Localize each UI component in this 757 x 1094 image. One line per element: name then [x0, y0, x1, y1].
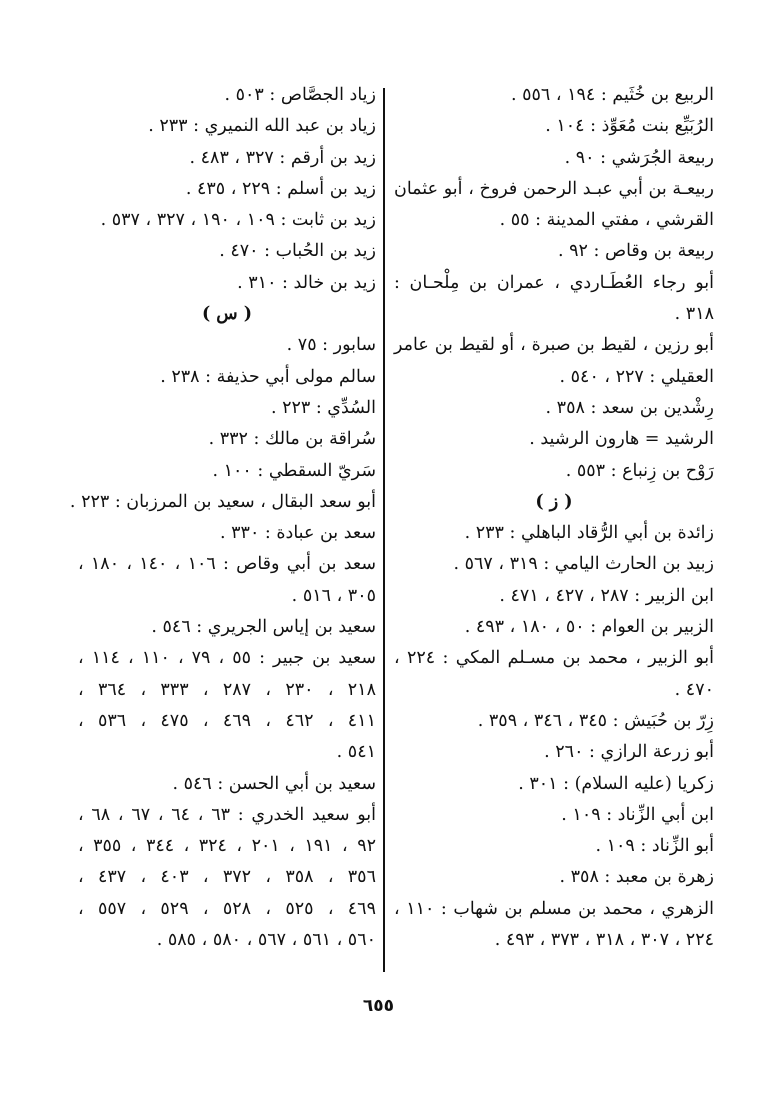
index-entry-line: ٤٦٩ ، ٥٢٥ ، ٥٢٨ ، ٥٢٩ ، ٥٥٧ ،	[78, 898, 376, 919]
index-entry-line: القرشي ، مفتي المدينة : ٥٥ .	[499, 210, 714, 231]
index-entry-line: زيد بن خالد : ٣١٠ .	[237, 272, 376, 293]
section-letter-heading: ( ز )	[535, 491, 573, 512]
index-entry-line: الرشيد = هارون الرشيد .	[529, 429, 714, 450]
index-entry-line: الزبير بن العوام : ٥٠ ، ١٨٠ ، ٤٩٣ .	[464, 617, 714, 638]
index-entry-line: سُراقة بن مالك : ٣٣٢ .	[208, 429, 376, 450]
section-letter-heading: ( س )	[201, 304, 253, 325]
index-entry-line: رَوْح بن زِنباع : ٥٥٣ .	[565, 460, 714, 481]
index-entry-line: الرُبَيِّع بنت مُعَوِّذ : ١٠٤ .	[545, 116, 714, 137]
index-entry-line: ٤٧٠ .	[674, 679, 714, 700]
index-entry-line: ربيعة بن وقاص : ٩٢ .	[557, 241, 714, 262]
index-entry-line: سعيد بن أبي الحسن : ٥٤٦ .	[172, 773, 376, 794]
index-entry-line: زكريا (عليه السلام) : ٣٠١ .	[518, 773, 714, 794]
index-entry-line: رِشْدين بن سعد : ٣٥٨ .	[545, 397, 714, 418]
index-entry-line: ٩٢ ، ١٩١ ، ٢٠١ ، ٣٢٤ ، ٣٤٤ ، ٣٥٥ ،	[78, 836, 376, 857]
index-entry-line: زيد بن أسلم : ٢٢٩ ، ٤٣٥ .	[185, 178, 376, 199]
index-entry-line: سعد بن عبادة : ٣٣٠ .	[220, 523, 376, 544]
index-entry-line: سَريّ السقطي : ١٠٠ .	[212, 460, 376, 481]
index-entry-line: أبو الزِّناد : ١٠٩ .	[595, 836, 714, 857]
index-entry-line: سالم مولى أبي حذيفة : ٢٣٨ .	[160, 366, 376, 387]
index-entry-line: أبو سعيد الخدري : ٦٣ ، ٦٤ ، ٦٧ ، ٦٨ ،	[78, 804, 377, 825]
index-entry-line: ٣٠٥ ، ٥١٦ .	[291, 585, 376, 606]
index-entry-line: أبو زرعة الرازي : ٢٦٠ .	[544, 742, 714, 763]
index-entry-line: زبيد بن الحارث اليامي : ٣١٩ ، ٥٦٧ .	[453, 554, 714, 575]
index-entry-line: أبو سعد البقال ، سعيد بن المرزبان : ٢٢٣ .	[69, 491, 376, 512]
index-entry-line: ٣١٨ .	[674, 304, 714, 325]
index-entry-line: زيد بن ثابت : ١٠٩ ، ١٩٠ ، ٣٢٧ ، ٥٣٧ .	[100, 210, 376, 231]
index-entry-line: زيد بن الحُباب : ٤٧٠ .	[219, 241, 376, 262]
index-entry-line: سعد بن أبي وقاص : ١٠٦ ، ١٤٠ ، ١٨٠ ،	[78, 554, 376, 575]
right-column	[394, 80, 714, 956]
index-entry-line: زياد الجصَّاص : ٥٠٣ .	[224, 85, 376, 105]
index-entry-line: زهرة بن معبد : ٣٥٨ .	[559, 867, 714, 888]
index-entry-line: زياد بن عبد الله النميري : ٢٣٣ .	[148, 116, 376, 137]
left-column	[69, 80, 377, 956]
index-entry-line: سعيد بن جبير : ٥٥ ، ٧٩ ، ١١٠ ، ١١٤ ،	[78, 648, 376, 669]
index-entry-line: ابن الزبير : ٢٨٧ ، ٤٢٧ ، ٤٧١ .	[499, 585, 714, 606]
column-divider	[383, 88, 385, 972]
index-entry-line: سعيد بن إياس الجريري : ٥٤٦ .	[151, 617, 376, 638]
index-entry-line: ٢٢٤ ، ٣٠٧ ، ٣١٨ ، ٣٧٣ ، ٤٩٣ .	[494, 930, 714, 951]
index-entry-line: الزهري ، محمد بن مسلم بن شهاب : ١١٠ ،	[394, 898, 714, 919]
index-entry-line: ٢١٨ ، ٢٣٠ ، ٢٨٧ ، ٣٣٣ ، ٣٦٤ ،	[78, 679, 376, 700]
index-entry-line: ٤١١ ، ٤٦٢ ، ٤٦٩ ، ٤٧٥ ، ٥٣٦ ،	[78, 710, 376, 731]
index-entry-line: ٣٥٦ ، ٣٥٨ ، ٣٧٢ ، ٤٠٣ ، ٤٣٧ ،	[78, 867, 376, 888]
index-entry-line: سابور : ٧٥ .	[286, 335, 376, 356]
index-entry-line: ٥٦٠ ، ٥٦١ ، ٥٦٧ ، ٥٨٠ ، ٥٨٥ .	[156, 930, 376, 951]
index-entry-line: أبو رزين ، لقيط بن صبرة ، أو لقيط بن عامر	[394, 335, 714, 356]
index-entry-line: زِرّ بن حُبَيش : ٣٤٥ ، ٣٤٦ ، ٣٥٩ .	[477, 710, 714, 731]
index-entry-line: ابن أبي الزِّناد : ١٠٩ .	[561, 804, 714, 825]
index-entry-line: أبو الزبير ، محمد بن مسـلم المكي : ٢٢٤ ،	[394, 648, 714, 669]
index-entry-line: زيد بن أرقم : ٣٢٧ ، ٤٨٣ .	[189, 147, 376, 168]
index-entry-line: أبو رجاء العُطَـاردي ، عمران بن مِلْحـان :	[394, 272, 714, 293]
index-entry-line: ربيعة الجُرَشي : ٩٠ .	[564, 147, 714, 168]
index-entry-line: السُدِّي : ٢٢٣ .	[270, 397, 376, 418]
index-entry-line: زائدة بن أبي الرُّقاد الباهلي : ٢٣٣ .	[464, 523, 714, 544]
index-entry-line: الربيع بن خُثَيم : ١٩٤ ، ٥٥٦ .	[510, 85, 714, 105]
index-entry-line: ربيعـة بن أبي عبـد الرحمن فروخ ، أبو عثمان	[394, 178, 714, 199]
index-entry-line: العقيلي : ٢٢٧ ، ٥٤٠ .	[559, 366, 714, 387]
page-number: ٦٥٥	[362, 996, 395, 1016]
index-entry-line: ٥٤١ .	[336, 742, 376, 763]
